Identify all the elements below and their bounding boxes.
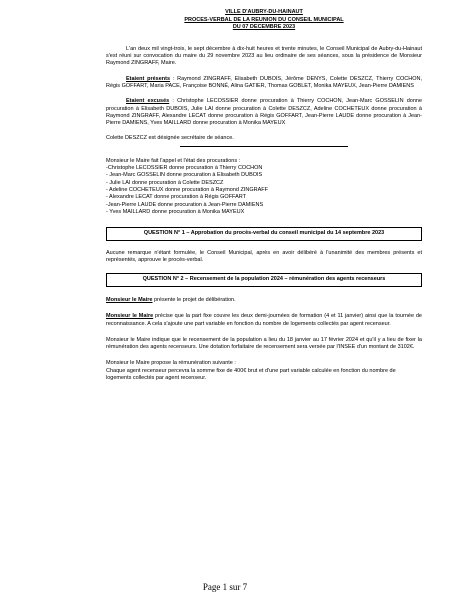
q2-p1-text: présente le projet de délibération. xyxy=(152,296,236,303)
q2-p2-text: précise que la part fixe couvre les deux demi-journées de formation (4 et 11 janvier) ainsi que la tournée de reconnaissance. A cela s'ajoute une part variable en fonction du nombre de logements collectés par agent recenseur. xyxy=(106,313,422,327)
excuses-label: Etaient excusés xyxy=(126,98,170,105)
separator-line xyxy=(180,146,348,147)
presents-text: : Raymond ZINGRAFF, Elisabeth DUBOIS, Jérôme DENYS, Colette DESZCZ, Thierry COCHON, Régis GOFFART, Maria PACE, Françoise BONNÉ, Alina GATIER, Thomas GOBLET, Monika MAYEUX, Jean-Pierre DAMIENS xyxy=(106,75,422,89)
procuration-item: - Alexandre LECAT donne procuration à Régis GOFFART xyxy=(106,194,247,201)
q2-paragraph-1 xyxy=(106,297,422,304)
secretary-paragraph: Colette DESZCZ est désignée secrétaire de séance. xyxy=(106,135,234,142)
question-2-box: QUESTION N° 2 – Recensement de la population 2024 – rémunération des agents recenseurs xyxy=(106,273,422,287)
q2-paragraph-4 xyxy=(106,360,422,382)
procuration-item: -Jean-Pierre LAUDE donne procuration à Jean-Pierre DAMIENS xyxy=(106,201,264,208)
q2-p4-line2: Chaque agent recenseur percevra la somme fixe de 400€ brut et d'une part variable calculée en fonction du nombre de logements collectés par agent recenseur. xyxy=(106,367,396,381)
page-number: Page 1 sur 7 xyxy=(202,582,248,592)
q2-paragraph-3: Monsieur le Maire indique que le recensement de la population a lieu du 18 janvier au 17 février 2024 et qu'il y a lieu de fixer la rémunération des agents recenseurs. Une dotation forfaitaire de recensement sera versée par l'INSEE d'un montant de 3102€. xyxy=(106,336,422,351)
presents-label: Etaient présents xyxy=(126,75,171,82)
procuration-item: - Adeline COCHETEUX donne procuration à Raymond ZINGRAFF xyxy=(106,186,269,193)
procuration-item: - Yves MAILLARD donne procuration à Monika MAYEUX xyxy=(106,208,245,215)
excuses-text: : Christophe LECOSSIER donne procuration à Thierry COCHON, Jean-Marc GOSSELIN donne procuration à Elisabeth DUBOIS, Julie LAI donne procuration à Colette DESZCZ, Adeline COCHETEUX donne procuration à Raymond ZINGRAFF, Alexandre LECAT donne procuration à Régis GOFFART, Jean-Pierre LAUDE donne procuration à Jean-Pierre DAMIENS, Yves MAILLARD donne procuration à Monika MAYEUX xyxy=(106,98,423,127)
procuration-item: - Julie LAI donne procuration à Colette DESZCZ xyxy=(106,179,224,186)
excuses-paragraph xyxy=(106,98,422,127)
q2-paragraph-2 xyxy=(106,313,422,328)
procurations-list xyxy=(106,158,422,216)
procuration-item: - Jean-Marc GOSSELIN donne procuration à Elisabeth DUBOIS xyxy=(106,172,263,179)
question-1-text: Aucune remarque n'étant formulée, le Conseil Municipal, après en avoir délibéré à l'unanimité des membres présents et représentés, approuve le procès-verbal. xyxy=(106,249,422,264)
document-body xyxy=(106,9,422,382)
procurations-intro: Monsieur le Maire fait l'appel et l'état des procurations : xyxy=(106,157,241,164)
q2-p4-line1: Monsieur le Maire propose la rémunération suivante : xyxy=(106,360,236,367)
presents-paragraph xyxy=(106,76,422,91)
procuration-item: -Christophe LECOSSIER donne procuration à Thierry COCHON xyxy=(106,165,263,172)
town-header: VILLE D'AUBRY-DU-HAINAUT xyxy=(225,9,303,15)
meeting-date: DU 07 DECEMBRE 2023 xyxy=(232,24,296,31)
minutes-title: PROCES-VERBAL DE LA REUNION DU CONSEIL MUNICIPAL xyxy=(184,16,344,23)
intro-paragraph: L'an deux mil vingt-trois, le sept décembre à dix-huit heures et trente minutes, le Conseil Municipal de Aubry-du-Hainaut s'est réuni sur convocation du maire du 29 novembre 2023 au lieu ordinaire de ses séances, sous la présidence de Monsieur Raymond ZINGRAFF, Maire. xyxy=(106,45,422,67)
question-1-box: QUESTION N° 1 – Approbation du procès-verbal du conseil municipal du 14 septembre 2023 xyxy=(106,227,422,241)
maire-label: Monsieur le Maire xyxy=(106,313,154,320)
maire-label: Monsieur le Maire xyxy=(106,296,153,303)
